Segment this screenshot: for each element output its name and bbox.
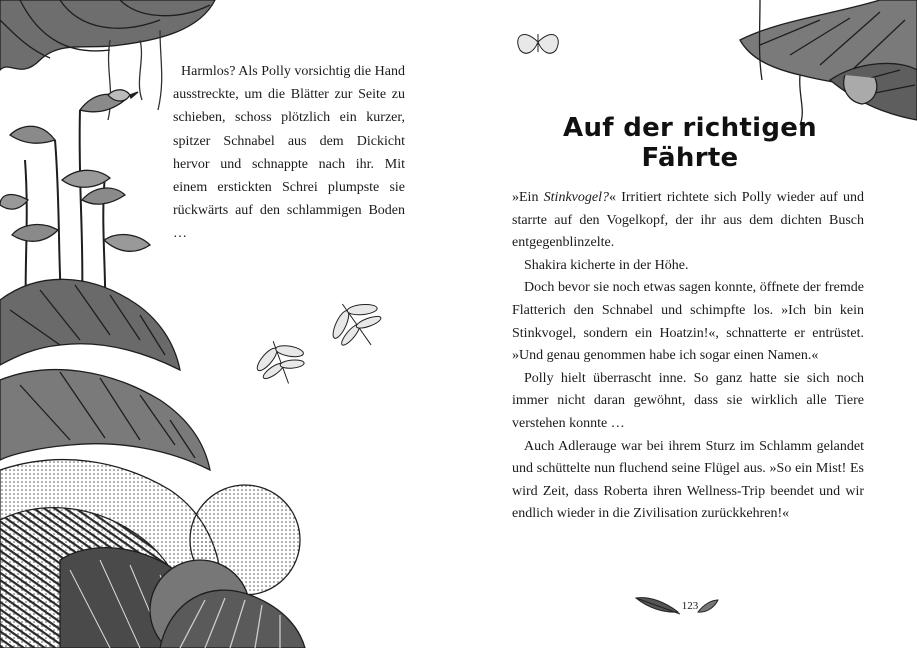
paragraph-4: Polly hielt überrascht inne. So ganz hatte sie sich noch immer nicht daran gewöhnt, dass sie wirklich alle Tiere verstehen konnte …	[512, 370, 864, 431]
paragraph-1-before: »Ein	[512, 190, 544, 205]
left-paragraph: Harmlos? Als Polly vorsichtig die Hand ausstreckte, um die Blätter zur Seite zu schieben, schoss plötzlich ein kurzer, spitzer Schnabel aus dem Dickicht hervor und schnappte nach ihr. Mit einem erstickten Schrei plumpste sie rückwärts auf den schlammigen Boden …	[173, 64, 405, 242]
page-number: 123	[681, 600, 699, 612]
paragraph-1-emphasis: Stinkvogel?	[543, 190, 609, 205]
paragraph-2: Shakira kicherte in der Höhe.	[524, 257, 689, 273]
right-foliage	[740, 0, 917, 125]
right-page-text	[512, 187, 864, 526]
paragraph-1-after: « Irritiert richtete sich Polly wieder auf und starrte auf den Vogelkopf, der ihr aus dem dichten Busch entgegenblinzelte.	[512, 190, 864, 251]
paragraph-5: Auch Adlerauge war bei ihrem Sturz im Schlamm gelandet und schüttelte nun fluchend seine Flügel aus. »So ein Mist! Es wird Zeit, dass Roberta ihren Wellness-Trip beendet und wir endlich wieder in die Zivilisation zurückkehren!«	[512, 438, 864, 522]
paragraph-3: Doch bevor sie noch etwas sagen konnte, öffnete der fremde Flatterich den Schnabel und schimpfte los. »Ich bin kein Stinkvogel, sondern ein Hoatzin!«, schnatterte er entrüstet. »Und genau genommen habe ich sogar einen Namen.«	[512, 280, 864, 364]
paragraph-1	[512, 187, 864, 255]
left-page-text	[173, 60, 405, 246]
chapter-title: Auf der richtigen Fährte	[563, 113, 817, 173]
